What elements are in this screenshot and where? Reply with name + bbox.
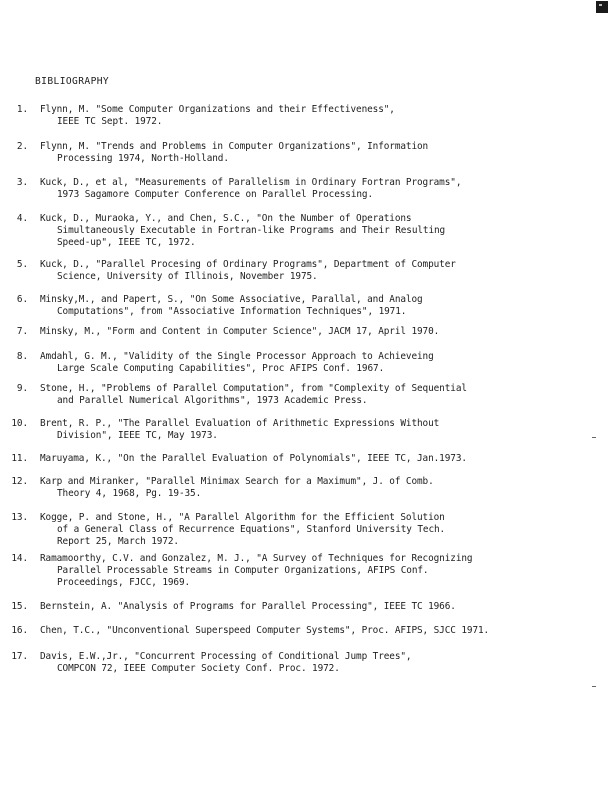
reference-line: Science, University of Illinois, November 1975.	[57, 271, 318, 282]
page-title: BIBLIOGRAPHY	[35, 76, 110, 87]
reference-number: 1.	[16, 104, 28, 115]
reference-line: and Parallel Numerical Algorithms", 1973 Academic Press.	[57, 395, 368, 406]
reference-number: 16.	[11, 625, 28, 636]
reference-line: Speed-up", IEEE TC, 1972.	[57, 237, 196, 248]
reference-line: Kuck, D., Muraoka, Y., and Chen, S.C., "On the Number of Operations	[40, 213, 412, 224]
reference-line: Simultaneously Executable in Fortran-like Programs and Their Resulting	[57, 225, 446, 236]
reference-number: 6.	[16, 294, 28, 305]
margin-mark	[592, 437, 596, 438]
reference-number: 7.	[16, 326, 28, 337]
reference-number: 15.	[11, 601, 28, 612]
reference-line: Bernstein, A. "Analysis of Programs for Parallel Processing", IEEE TC 1966.	[40, 601, 456, 612]
reference-line: Parallel Processable Streams in Computer Organizations, AFIPS Conf.	[57, 565, 429, 576]
reference-number: 2.	[16, 141, 28, 152]
reference-line: Kuck, D., "Parallel Procesing of Ordinary Programs", Department of Computer	[40, 259, 456, 270]
margin-mark	[592, 686, 596, 687]
reference-line: Chen, T.C., "Unconventional Superspeed Computer Systems", Proc. AFIPS, SJCC 1971.	[40, 625, 490, 636]
reference-line: Amdahl, G. M., "Validity of the Single Processor Approach to Achieveing	[40, 351, 434, 362]
reference-line: IEEE TC Sept. 1972.	[57, 116, 163, 127]
reference-number: 9.	[16, 383, 28, 394]
reference-number: 10.	[11, 418, 28, 429]
reference-line: Karp and Miranker, "Parallel Minimax Search for a Maximum", J. of Comb.	[40, 476, 434, 487]
reference-line: Flynn, M. "Trends and Problems in Computer Organizations", Information	[40, 141, 429, 152]
reference-line: Division", IEEE TC, May 1973.	[57, 430, 218, 441]
reference-line: 1973 Sagamore Computer Conference on Parallel Processing.	[57, 189, 374, 200]
reference-line: of a General Class of Recurrence Equations", Stanford University Tech.	[57, 524, 446, 535]
reference-line: Ramamoorthy, C.V. and Gonzalez, M. J., "A Survey of Techniques for Recognizing	[40, 553, 473, 564]
reference-line: Davis, E.W.,Jr., "Concurrent Processing of Conditional Jump Trees",	[40, 651, 412, 662]
reference-line: Large Scale Computing Capabilities", Proc AFIPS Conf. 1967.	[57, 363, 385, 374]
reference-line: Brent, R. P., "The Parallel Evaluation of Arithmetic Expressions Without	[40, 418, 440, 429]
reference-line: Maruyama, K., "On the Parallel Evaluation of Polynomials", IEEE TC, Jan.1973.	[40, 453, 467, 464]
reference-number: 13.	[11, 512, 28, 523]
reference-number: 8.	[16, 351, 28, 362]
reference-line: Minsky, M., "Form and Content in Computer Science", JACM 17, April 1970.	[40, 326, 440, 337]
reference-line: Flynn, M. "Some Computer Organizations and their Effectiveness",	[40, 104, 395, 115]
reference-number: 3.	[16, 177, 28, 188]
reference-line: Proceedings, FJCC, 1969.	[57, 577, 191, 588]
reference-line: Processing 1974, North-Holland.	[57, 153, 229, 164]
reference-line: COMPCON 72, IEEE Computer Society Conf. Proc. 1972.	[57, 663, 340, 674]
reference-number: 11.	[11, 453, 28, 464]
reference-line: Report 25, March 1972.	[57, 536, 179, 547]
reference-number: 4.	[16, 213, 28, 224]
reference-number: 5.	[16, 259, 28, 270]
reference-line: Kogge, P. and Stone, H., "A Parallel Algorithm for the Efficient Solution	[40, 512, 445, 523]
reference-line: Minsky,M., and Papert, S., "On Some Associative, Parallal, and Analog	[40, 294, 423, 305]
reference-number: 12.	[11, 476, 28, 487]
reference-line: Stone, H., "Problems of Parallel Computation", from "Complexity of Sequential	[40, 383, 467, 394]
corner-scan-mark	[596, 1, 608, 13]
reference-line: Theory 4, 1968, Pg. 19-35.	[57, 488, 202, 499]
reference-line: Computations", from "Associative Information Techniques", 1971.	[57, 306, 407, 317]
reference-line: Kuck, D., et al, "Measurements of Parallelism in Ordinary Fortran Programs",	[40, 177, 462, 188]
reference-number: 17.	[11, 651, 28, 662]
reference-number: 14.	[11, 553, 28, 564]
